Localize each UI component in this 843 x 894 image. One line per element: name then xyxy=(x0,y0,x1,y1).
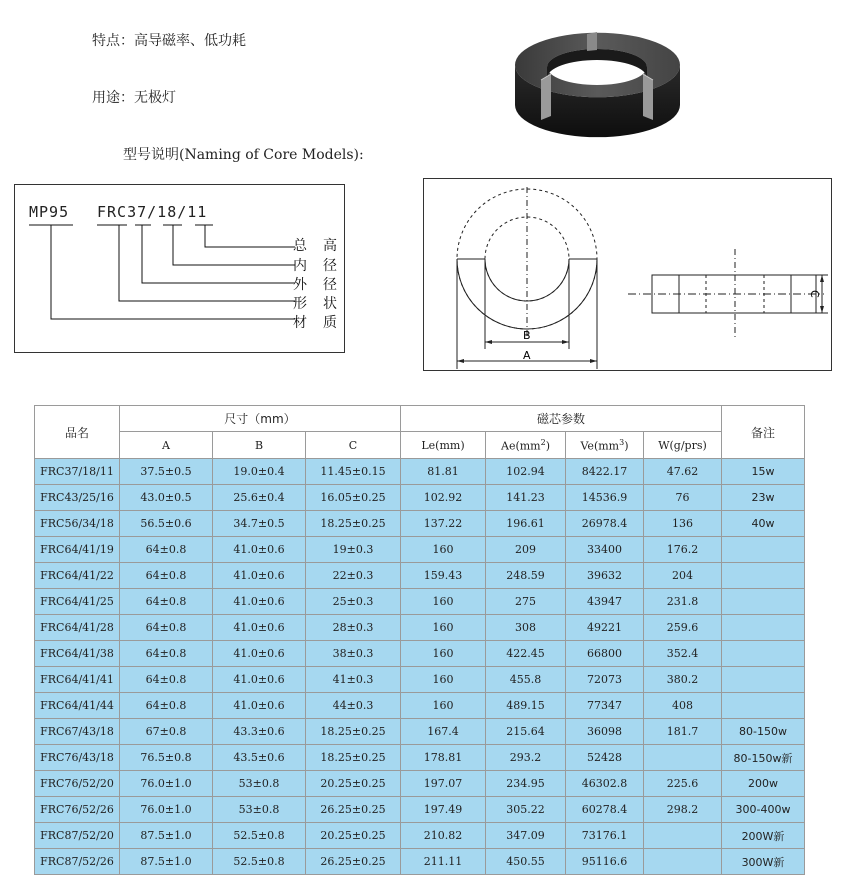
remark-cell xyxy=(722,641,805,667)
header-b: B xyxy=(213,432,306,459)
table-row xyxy=(35,797,805,823)
table-row xyxy=(35,485,805,511)
table-cell: 26978.4 xyxy=(566,511,644,537)
label-inner-diameter-1: 内 xyxy=(293,258,307,274)
material-code: MP95 xyxy=(29,203,70,221)
table-cell: 49221 xyxy=(566,615,644,641)
table-cell: 215.64 xyxy=(486,719,566,745)
table-cell: 41.0±0.6 xyxy=(213,641,306,667)
remark-cell: 200w xyxy=(722,771,805,797)
table-cell: 293.2 xyxy=(486,745,566,771)
product-name-cell: FRC76/52/26 xyxy=(35,797,120,823)
dimension-drawing xyxy=(423,178,832,371)
table-cell: 196.61 xyxy=(486,511,566,537)
table-cell: 20.25±0.25 xyxy=(306,771,401,797)
table-cell: 141.23 xyxy=(486,485,566,511)
table-cell: 38±0.3 xyxy=(306,641,401,667)
table-cell: 33400 xyxy=(566,537,644,563)
remark-cell xyxy=(722,537,805,563)
dim-label-b: B xyxy=(523,329,531,342)
table-cell: 44±0.3 xyxy=(306,693,401,719)
label-outer-diameter-1: 外 xyxy=(293,277,307,293)
table-cell: 52428 xyxy=(566,745,644,771)
dim-label-a: A xyxy=(523,349,531,362)
table-cell: 178.81 xyxy=(401,745,486,771)
table-cell: 259.6 xyxy=(644,615,722,641)
model-code: FRC37/18/11 xyxy=(97,203,208,221)
table-cell: 308 xyxy=(486,615,566,641)
table-cell xyxy=(644,745,722,771)
table-cell: 160 xyxy=(401,641,486,667)
remark-cell: 80-150w新 xyxy=(722,745,805,771)
table-row xyxy=(35,589,805,615)
table-cell: 64±0.8 xyxy=(120,693,213,719)
table-cell: 25.6±0.4 xyxy=(213,485,306,511)
table-row xyxy=(35,641,805,667)
table-cell: 380.2 xyxy=(644,667,722,693)
table-cell: 298.2 xyxy=(644,797,722,823)
table-row xyxy=(35,563,805,589)
product-name-cell: FRC64/41/25 xyxy=(35,589,120,615)
remark-cell: 300W新 xyxy=(722,849,805,875)
table-cell: 136 xyxy=(644,511,722,537)
table-cell: 19±0.3 xyxy=(306,537,401,563)
table-cell: 234.95 xyxy=(486,771,566,797)
table-cell: 102.92 xyxy=(401,485,486,511)
table-cell: 43947 xyxy=(566,589,644,615)
product-name-cell: FRC76/43/18 xyxy=(35,745,120,771)
header-le: Le(mm) xyxy=(401,432,486,459)
core-spec-table xyxy=(34,405,805,875)
table-cell: 64±0.8 xyxy=(120,563,213,589)
table-cell: 95116.6 xyxy=(566,849,644,875)
table-cell: 41.0±0.6 xyxy=(213,615,306,641)
product-name-cell: FRC64/41/19 xyxy=(35,537,120,563)
table-cell: 41.0±0.6 xyxy=(213,589,306,615)
table-cell: 76 xyxy=(644,485,722,511)
header-remarks: 备注 xyxy=(722,406,805,459)
remark-cell: 200W新 xyxy=(722,823,805,849)
remark-cell: 15w xyxy=(722,459,805,485)
table-cell: 39632 xyxy=(566,563,644,589)
table-cell: 53±0.8 xyxy=(213,797,306,823)
table-row xyxy=(35,771,805,797)
model-naming-diagram xyxy=(14,184,345,353)
remark-cell: 23w xyxy=(722,485,805,511)
dim-label-c: C xyxy=(808,290,821,298)
table-cell: 43.0±0.5 xyxy=(120,485,213,511)
label-shape-1: 形 xyxy=(293,296,307,312)
table-cell: 19.0±0.4 xyxy=(213,459,306,485)
label-outer-diameter-2: 径 xyxy=(323,277,337,293)
product-name-cell: FRC64/41/44 xyxy=(35,693,120,719)
table-cell: 18.25±0.25 xyxy=(306,719,401,745)
table-cell: 160 xyxy=(401,615,486,641)
table-cell xyxy=(644,823,722,849)
table-cell: 18.25±0.25 xyxy=(306,511,401,537)
table-cell: 64±0.8 xyxy=(120,537,213,563)
table-row xyxy=(35,667,805,693)
product-name-cell: FRC56/34/18 xyxy=(35,511,120,537)
table-cell: 455.8 xyxy=(486,667,566,693)
table-cell: 81.81 xyxy=(401,459,486,485)
table-row xyxy=(35,511,805,537)
header-c: C xyxy=(306,432,401,459)
table-cell: 46302.8 xyxy=(566,771,644,797)
ring-core-image xyxy=(505,20,690,140)
table-cell: 64±0.8 xyxy=(120,589,213,615)
header-ve: $Ve(mm^3)$ xyxy=(566,432,644,459)
table-cell: 181.7 xyxy=(644,719,722,745)
table-cell: 64±0.8 xyxy=(120,615,213,641)
table-cell: 22±0.3 xyxy=(306,563,401,589)
product-name-cell: FRC64/41/41 xyxy=(35,667,120,693)
table-cell: 422.45 xyxy=(486,641,566,667)
header-product-name: 品名 xyxy=(35,406,120,459)
table-cell: 87.5±1.0 xyxy=(120,823,213,849)
features-line: 特点：高导磁率、低功耗 xyxy=(92,33,246,49)
product-name-cell: FRC76/52/20 xyxy=(35,771,120,797)
header-magnetic-params: 磁芯参数 xyxy=(401,406,722,432)
usage-line: 用途：无极灯 xyxy=(92,90,176,106)
remark-cell: 300-400w xyxy=(722,797,805,823)
table-cell: 16.05±0.25 xyxy=(306,485,401,511)
table-cell: 11.45±0.15 xyxy=(306,459,401,485)
table-cell: 41.0±0.6 xyxy=(213,693,306,719)
table-cell: 66800 xyxy=(566,641,644,667)
table-cell: 160 xyxy=(401,693,486,719)
table-cell: 26.25±0.25 xyxy=(306,797,401,823)
table-cell: 53±0.8 xyxy=(213,771,306,797)
table-cell: 41±0.3 xyxy=(306,667,401,693)
table-cell: 37.5±0.5 xyxy=(120,459,213,485)
table-cell: 8422.17 xyxy=(566,459,644,485)
header-dimensions: 尺寸（mm） xyxy=(120,406,401,432)
label-shape-2: 状 xyxy=(323,296,337,312)
label-total-height-2: 高 xyxy=(323,238,337,254)
table-cell: 52.5±0.8 xyxy=(213,823,306,849)
label-total-height-1: 总 xyxy=(293,238,307,254)
table-cell: 41.0±0.6 xyxy=(213,667,306,693)
remark-cell: 40w xyxy=(722,511,805,537)
table-cell: 210.82 xyxy=(401,823,486,849)
table-cell: 76.0±1.0 xyxy=(120,797,213,823)
table-cell: 275 xyxy=(486,589,566,615)
table-row xyxy=(35,537,805,563)
model-naming-title: 型号说明(Naming of Core Models): xyxy=(123,147,364,163)
table-cell: 20.25±0.25 xyxy=(306,823,401,849)
table-cell: 160 xyxy=(401,537,486,563)
table-row xyxy=(35,823,805,849)
table-cell: 76.0±1.0 xyxy=(120,771,213,797)
remark-cell: 80-150w xyxy=(722,719,805,745)
table-cell: 60278.4 xyxy=(566,797,644,823)
product-name-cell: FRC87/52/26 xyxy=(35,849,120,875)
table-cell: 52.5±0.8 xyxy=(213,849,306,875)
table-cell: 43.5±0.6 xyxy=(213,745,306,771)
table-cell: 197.07 xyxy=(401,771,486,797)
table-cell: 248.59 xyxy=(486,563,566,589)
table-cell: 36098 xyxy=(566,719,644,745)
table-cell: 160 xyxy=(401,589,486,615)
table-cell: 211.11 xyxy=(401,849,486,875)
table-cell: 176.2 xyxy=(644,537,722,563)
table-cell xyxy=(644,849,722,875)
table-cell: 56.5±0.6 xyxy=(120,511,213,537)
dimension-drawing-svg xyxy=(424,179,831,370)
table-cell: 102.94 xyxy=(486,459,566,485)
table-cell: 204 xyxy=(644,563,722,589)
table-cell: 28±0.3 xyxy=(306,615,401,641)
table-cell: 352.4 xyxy=(644,641,722,667)
table-cell: 41.0±0.6 xyxy=(213,537,306,563)
table-cell: 305.22 xyxy=(486,797,566,823)
table-cell: 64±0.8 xyxy=(120,641,213,667)
table-cell: 47.62 xyxy=(644,459,722,485)
header-w: W(g/prs) xyxy=(644,432,722,459)
table-cell: 137.22 xyxy=(401,511,486,537)
table-row xyxy=(35,719,805,745)
remark-cell xyxy=(722,615,805,641)
table-cell: 73176.1 xyxy=(566,823,644,849)
table-cell: 14536.9 xyxy=(566,485,644,511)
table-cell: 167.4 xyxy=(401,719,486,745)
table-cell: 43.3±0.6 xyxy=(213,719,306,745)
label-material-1: 材 xyxy=(293,315,307,331)
product-name-cell: FRC67/43/18 xyxy=(35,719,120,745)
header-ae: $Ae(mm^2)$ xyxy=(486,432,566,459)
table-cell: 41.0±0.6 xyxy=(213,563,306,589)
table-cell: 18.25±0.25 xyxy=(306,745,401,771)
table-cell: 408 xyxy=(644,693,722,719)
label-material-2: 质 xyxy=(323,315,337,331)
table-row xyxy=(35,459,805,485)
table-cell: 489.15 xyxy=(486,693,566,719)
product-name-cell: FRC43/25/16 xyxy=(35,485,120,511)
table-cell: 159.43 xyxy=(401,563,486,589)
table-cell: 76.5±0.8 xyxy=(120,745,213,771)
table-cell: 231.8 xyxy=(644,589,722,615)
table-cell: 72073 xyxy=(566,667,644,693)
table-cell: 77347 xyxy=(566,693,644,719)
remark-cell xyxy=(722,693,805,719)
remark-cell xyxy=(722,667,805,693)
product-name-cell: FRC64/41/22 xyxy=(35,563,120,589)
remark-cell xyxy=(722,563,805,589)
table-cell: 450.55 xyxy=(486,849,566,875)
table-cell: 225.6 xyxy=(644,771,722,797)
table-cell: 209 xyxy=(486,537,566,563)
table-cell: 160 xyxy=(401,667,486,693)
table-cell: 67±0.8 xyxy=(120,719,213,745)
table-cell: 34.7±0.5 xyxy=(213,511,306,537)
table-cell: 87.5±1.0 xyxy=(120,849,213,875)
header-a: A xyxy=(120,432,213,459)
table-cell: 25±0.3 xyxy=(306,589,401,615)
table-row xyxy=(35,745,805,771)
table-row xyxy=(35,693,805,719)
table-row xyxy=(35,615,805,641)
product-name-cell: FRC64/41/28 xyxy=(35,615,120,641)
table-cell: 64±0.8 xyxy=(120,667,213,693)
label-inner-diameter-2: 径 xyxy=(323,258,337,274)
table-cell: 347.09 xyxy=(486,823,566,849)
table-row xyxy=(35,849,805,875)
product-name-cell: FRC64/41/38 xyxy=(35,641,120,667)
table-cell: 197.49 xyxy=(401,797,486,823)
product-name-cell: FRC87/52/20 xyxy=(35,823,120,849)
product-name-cell: FRC37/18/11 xyxy=(35,459,120,485)
remark-cell xyxy=(722,589,805,615)
table-cell: 26.25±0.25 xyxy=(306,849,401,875)
